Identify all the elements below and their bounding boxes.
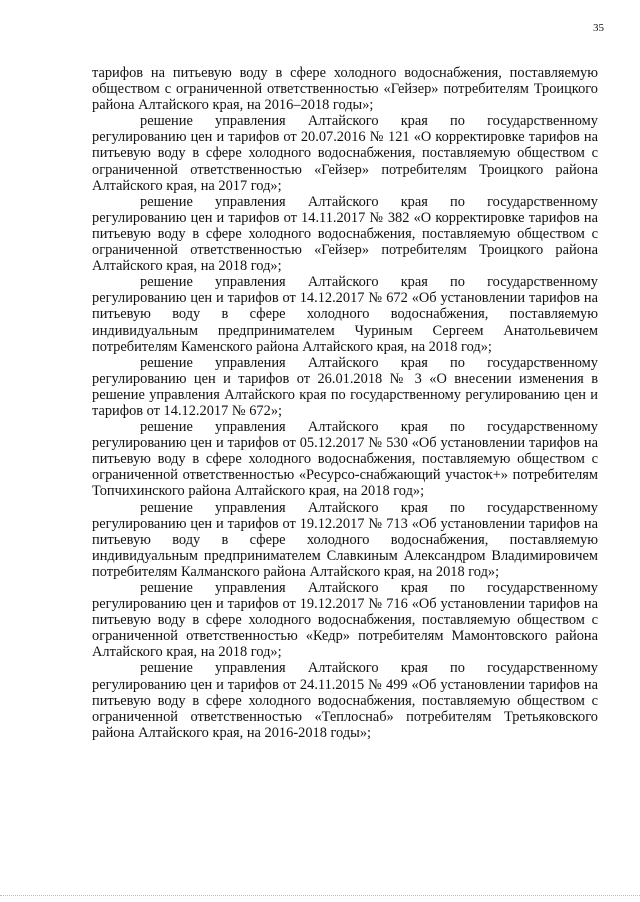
paragraph-decision: решение управления Алтайского края по государственному регулированию цен и тарифов от 05.12.2017 № 530 «Об установлении тарифов на питьевую воду в сфере холодного водоснабжения, поставляемую обществом с ограниченной ответственностью «Ресурсо-снабжающий участок+» потребителям Топчихинского района Алтайского края, на 2018 год»; (92, 419, 598, 500)
paragraph-decision: решение управления Алтайского края по государственному регулированию цен и тарифов от 26.01.2018 № 3 «О внесении изменения в решение управления Алтайского края по государственному регулированию цен и тарифов от 14.12.2017 № 672»; (92, 354, 598, 419)
paragraph-decision: решение управления Алтайского края по государственному регулированию цен и тарифов от 20.07.2016 № 121 «О корректировке тарифов на питьевую воду в сфере холодного водоснабжения, поставляемую обществом с ограниченной ответственностью «Гейзер» потребителям Троицкого района Алтайского края, на 2017 год»; (92, 113, 598, 194)
paragraph-decision: решение управления Алтайского края по государственному регулированию цен и тарифов от 14.11.2017 № 382 «О корректировке тарифов на питьевую воду в сфере холодного водоснабжения, поставляемую обществом с ограниченной ответственностью «Гейзер» потребителям Троицкого района Алтайского края, на 2018 год»; (92, 193, 598, 275)
paragraph-decision: решение управления Алтайского края по государственному регулированию цен и тарифов от 19.12.2017 № 713 «Об установлении тарифов на питьевую воду в сфере холодного водоснабжения, поставляемую индивидуальным предпринимателем Славкиным Александром Владимировичем потребителям Калманского района Алтайского края, на 2018 год»; (92, 499, 598, 580)
paragraph-decision: решение управления Алтайского края по государственному регулированию цен и тарифов от 14.12.2017 № 672 «Об установлении тарифов на питьевую воду в сфере холодного водоснабжения, поставляемую индивидуальным предпринимателем Чуриным Сергеем Анатольевичем потребителям Каменского района Алтайского края, на 2018 год»; (92, 274, 598, 355)
scan-edge-line (0, 895, 640, 896)
paragraph-decision: решение управления Алтайского края по государственному регулированию цен и тарифов от 19.12.2017 № 716 «Об установлении тарифов на питьевую воду в сфере холодного водоснабжения, поставляемую обществом с ограниченной ответственностью «Кедр» потребителям Мамонтовского района Алтайского края, на 2018 год»; (92, 580, 598, 661)
paragraph-decision: решение управления Алтайского края по государственному регулированию цен и тарифов от 24.11.2015 № 499 «Об установлении тарифов на питьевую воду в сфере холодного водоснабжения, поставляемую обществом с ограниченной ответственностью «Теплоснаб» потребителям Третьяковского района Алтайского края, на 2016-2018 годы»; (92, 660, 598, 741)
document-body (92, 65, 598, 741)
paragraph-continuation: тарифов на питьевую воду в сфере холодного водоснабжения, поставляемую обществом с ограниченной ответственностью «Гейзер» потребителям Троицкого района Алтайского края, на 2016–2018 годы»; (92, 65, 598, 114)
page-number: 35 (593, 22, 604, 34)
